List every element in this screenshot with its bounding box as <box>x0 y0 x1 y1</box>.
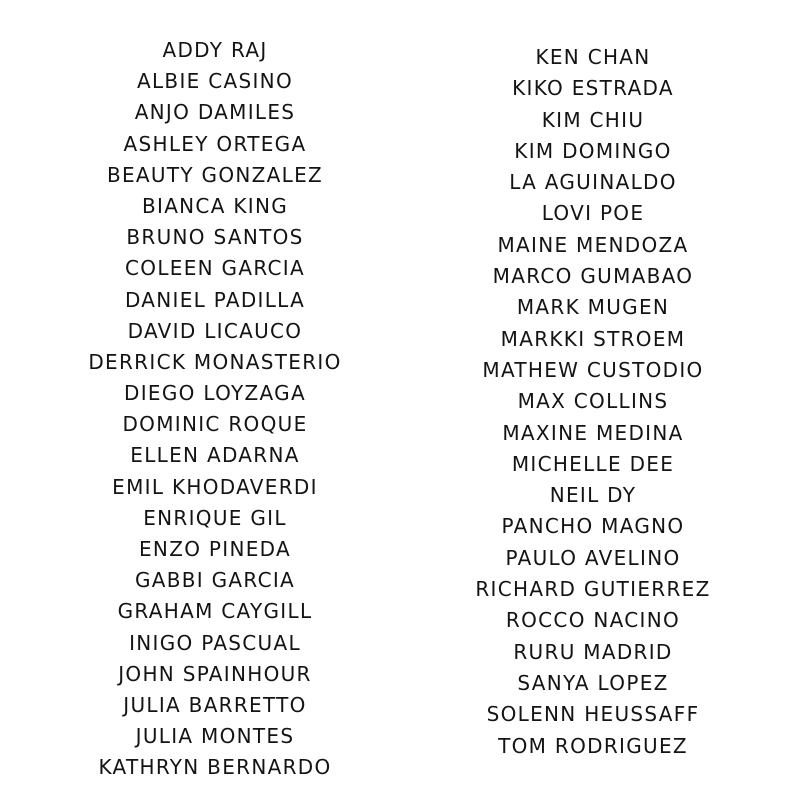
name-item: SOLENN HEUSSAFF <box>486 702 700 727</box>
name-item: ADDY RAJ <box>162 38 268 62</box>
name-item: BRUNO SANTOS <box>126 225 304 250</box>
name-item: PANCHO MAGNO <box>501 514 685 539</box>
name-item: ALBIE CASINO <box>137 69 293 94</box>
name-item: MICHELLE DEE <box>511 451 675 476</box>
name-item: DIEGO LOYZAGA <box>124 381 306 406</box>
name-item: MARKKI STROEM <box>500 326 686 351</box>
name-item: DANIEL PADILLA <box>124 287 306 312</box>
name-item: JOHN SPAINHOUR <box>118 661 312 686</box>
name-item: GRAHAM CAYGILL <box>117 599 313 624</box>
name-item: MAINE MENDOZA <box>497 232 689 257</box>
name-item: LA AGUINALDO <box>509 170 677 195</box>
name-item: TOM RODRIGUEZ <box>498 733 688 758</box>
name-item: MATHEW CUSTODIO <box>482 357 704 382</box>
name-item: ELLEN ADARNA <box>130 443 300 468</box>
name-item: ANJO DAMILES <box>134 100 296 125</box>
name-item: ENZO PINEDA <box>139 537 291 561</box>
name-item: KEN CHAN <box>535 45 651 69</box>
name-item: KIKO ESTRADA <box>512 76 674 101</box>
name-item: LOVI POE <box>541 201 645 226</box>
name-item: DOMINIC ROQUE <box>122 412 308 437</box>
names-column-left <box>60 35 370 784</box>
name-item: DAVID LICAUCO <box>127 318 303 343</box>
name-item: SANYA LOPEZ <box>517 670 669 695</box>
name-item: GABBI GARCIA <box>134 568 296 593</box>
name-item: MAX COLLINS <box>517 389 669 414</box>
name-item: JULIA MONTES <box>135 724 295 749</box>
name-item: NEIL DY <box>549 483 637 508</box>
name-item: RURU MADRID <box>513 639 673 664</box>
name-item: JULIA BARRETTO <box>123 692 307 717</box>
name-item: ASHLEY ORTEGA <box>123 131 307 156</box>
name-item: DERRICK MONASTERIO <box>88 349 342 374</box>
name-item: BIANCA KING <box>141 193 289 218</box>
name-item: KIM CHIU <box>541 107 645 132</box>
name-item: MAXINE MEDINA <box>502 420 684 445</box>
name-item: INIGO PASCUAL <box>129 630 301 655</box>
name-item: BEAUTY GONZALEZ <box>106 162 324 187</box>
name-item: MARK MUGEN <box>516 295 670 320</box>
name-item: ENRIQUE GIL <box>143 505 287 530</box>
name-item: COLEEN GARCIA <box>125 256 305 281</box>
name-item: PAULO AVELINO <box>505 545 681 570</box>
name-item: KATHRYN BERNARDO <box>98 755 332 780</box>
name-item: KIM DOMINGO <box>514 138 672 163</box>
name-item: ROCCO NACINO <box>505 608 681 633</box>
name-item: RICHARD GUTIERREZ <box>475 577 711 602</box>
name-item: MARCO GUMABAO <box>492 264 694 289</box>
name-item: EMIL KHODAVERDI <box>112 474 318 499</box>
names-column-right <box>445 42 741 762</box>
